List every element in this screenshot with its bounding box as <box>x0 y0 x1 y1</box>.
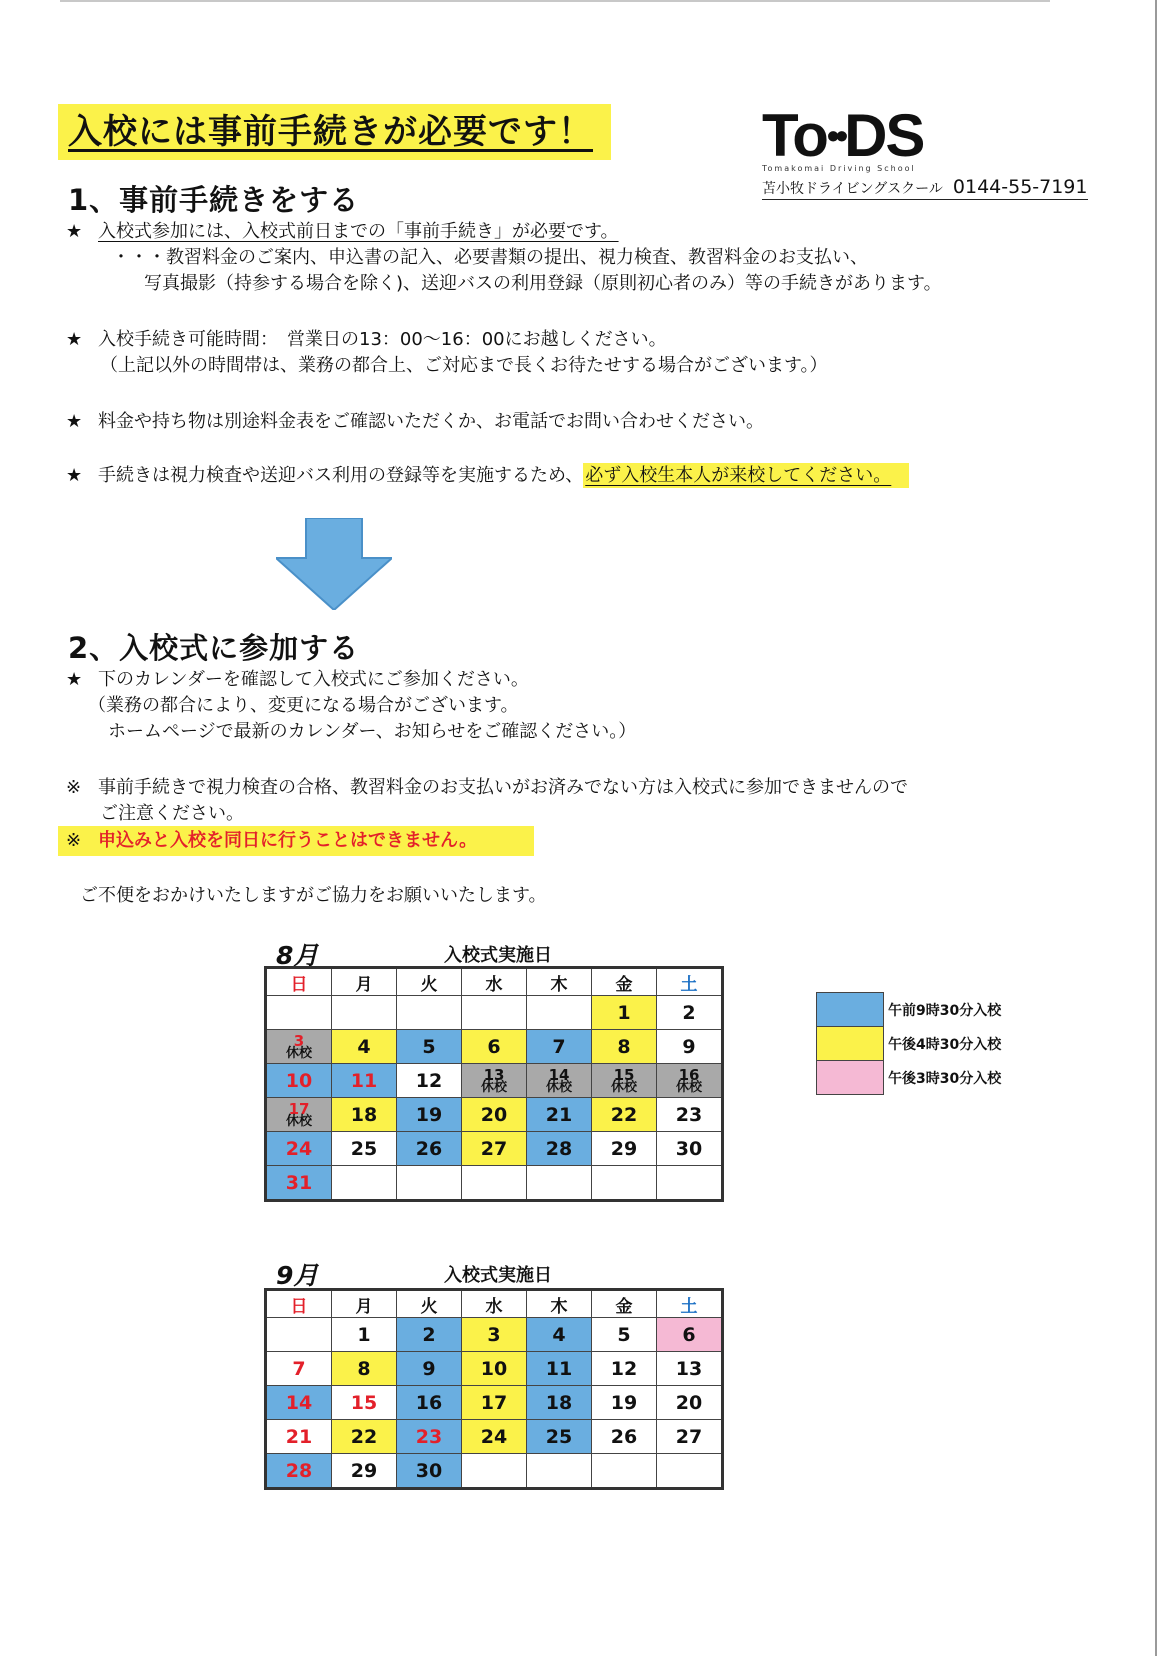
calendar-day-21 <box>527 1098 592 1132</box>
calendar-day-26 <box>397 1132 462 1166</box>
calendar-day-8 <box>592 1030 657 1064</box>
legend-swatch <box>817 1027 884 1061</box>
calendar-empty-cell <box>332 1166 397 1201</box>
calendar-day-29 <box>592 1132 657 1166</box>
calendar-day-9 <box>657 1030 723 1064</box>
day-number: 29 <box>610 1137 638 1160</box>
calendar-day-24 <box>462 1420 527 1454</box>
calendar-day-2 <box>657 996 723 1030</box>
calendar-empty-cell <box>527 1166 592 1201</box>
calendar-week-row <box>266 1166 723 1201</box>
calendar-day-3 <box>266 1030 332 1064</box>
calendar-week-row <box>266 1352 723 1386</box>
calendar-day-7 <box>266 1352 332 1386</box>
day-number: 15 <box>613 1065 635 1084</box>
calendar-aug-title: 入校式実施日 <box>444 945 552 966</box>
weekday-header: 月 <box>332 1290 397 1318</box>
calendar-empty-cell <box>527 996 592 1030</box>
calendar-day-30 <box>657 1132 723 1166</box>
calendar-day-13 <box>462 1064 527 1098</box>
calendar-day-8 <box>332 1352 397 1386</box>
calendar-day-6 <box>657 1318 723 1352</box>
section1-item-3 <box>66 410 764 434</box>
calendar-empty-cell <box>332 996 397 1030</box>
day-number: 11 <box>350 1069 378 1092</box>
calendar-empty-cell <box>657 1454 723 1489</box>
legend-label: 午後3時30分入校 <box>888 1070 1002 1087</box>
logo-dots: •• <box>826 115 845 156</box>
calendar-week-row <box>266 1454 723 1489</box>
section1-item-4 <box>66 464 909 488</box>
calendar-day-26 <box>592 1420 657 1454</box>
calendar-day-4 <box>527 1318 592 1352</box>
calendar-september <box>264 1288 724 1490</box>
day-number: 6 <box>682 1323 696 1346</box>
calendar-day-16 <box>397 1386 462 1420</box>
day-number: 20 <box>675 1391 703 1414</box>
scan-edge-top <box>60 0 1050 2</box>
calendar-empty-cell <box>266 1318 332 1352</box>
calendar-august <box>264 966 724 1202</box>
day-number: 29 <box>350 1459 378 1482</box>
section1-title: 1、事前手続きをする <box>68 183 360 217</box>
calendar-day-12 <box>397 1064 462 1098</box>
legend-label: 午前9時30分入校 <box>888 1002 1002 1019</box>
day-number: 22 <box>610 1103 638 1126</box>
calendar-day-16 <box>657 1064 723 1098</box>
calendar-day-28 <box>266 1454 332 1489</box>
calendar-empty-cell <box>397 1166 462 1201</box>
closed-label: 休校 <box>610 1079 637 1095</box>
legend <box>816 992 1002 1095</box>
day-number: 9 <box>682 1035 696 1058</box>
star-icon: ★ <box>66 329 83 350</box>
closed-label: 休校 <box>285 1113 312 1129</box>
calendar-day-23 <box>397 1420 462 1454</box>
day-number: 25 <box>545 1425 573 1448</box>
calendar-day-17 <box>266 1098 332 1132</box>
weekday-header: 金 <box>592 1290 657 1318</box>
day-number: 1 <box>617 1001 631 1024</box>
day-number: 5 <box>617 1323 631 1346</box>
weekday-header: 日 <box>266 968 332 996</box>
calendar-day-4 <box>332 1030 397 1064</box>
calendar-empty-cell <box>527 1454 592 1489</box>
weekday-header: 日 <box>266 1290 332 1318</box>
day-number: 13 <box>675 1357 703 1380</box>
day-number: 26 <box>415 1137 443 1160</box>
day-number: 27 <box>480 1137 508 1160</box>
note-mark: ※ <box>66 777 82 798</box>
day-number: 14 <box>548 1065 570 1084</box>
calendar-day-18 <box>527 1386 592 1420</box>
section2-line3: ホームページで最新のカレンダー、お知らせをご確認ください。） <box>108 721 637 742</box>
day-number: 28 <box>285 1459 313 1482</box>
day-number: 3 <box>293 1031 305 1050</box>
day-number: 21 <box>545 1103 573 1126</box>
section2-line2: （業務の都合により、変更になる場合がございます。 <box>88 695 519 716</box>
calendar-day-29 <box>332 1454 397 1489</box>
calendar-day-2 <box>397 1318 462 1352</box>
calendar-empty-cell <box>462 996 527 1030</box>
star-icon: ★ <box>66 221 83 242</box>
calendar-day-25 <box>332 1132 397 1166</box>
calendar-day-22 <box>592 1098 657 1132</box>
day-number: 8 <box>617 1035 631 1058</box>
day-number: 2 <box>682 1001 696 1024</box>
day-number: 18 <box>350 1103 378 1126</box>
item2-line2: （上記以外の時間帯は、業務の都合上、ご対応まで長くお待たせする場合がございます。） <box>100 355 828 376</box>
closed-label: 休校 <box>285 1045 312 1061</box>
school-name: 苫小牧ドライビングスクール <box>762 181 943 197</box>
day-number: 21 <box>285 1425 313 1448</box>
calendar-day-25 <box>527 1420 592 1454</box>
calendar-empty-cell <box>397 996 462 1030</box>
school-phone: 0144-55-7191 <box>952 176 1088 198</box>
weekday-header: 木 <box>527 968 592 996</box>
calendar-week-row <box>266 1132 723 1166</box>
item1-line3: 写真撮影（持参する場合を除く)、送迎バスの利用登録（原則初心者のみ）等の手続きがあります。 <box>144 273 942 294</box>
calendar-day-5 <box>397 1030 462 1064</box>
calendar-empty-cell <box>462 1454 527 1489</box>
section2-title: 2、入校式に参加する <box>68 631 360 665</box>
item2-line1: 入校手続き可能時間： 営業日の13：00～16：00にお越しください。 <box>98 329 667 350</box>
day-number: 12 <box>610 1357 638 1380</box>
section2-note <box>66 776 908 800</box>
down-arrow-icon <box>276 518 392 610</box>
day-number: 25 <box>350 1137 378 1160</box>
day-number: 4 <box>552 1323 566 1346</box>
calendar-day-23 <box>657 1098 723 1132</box>
weekday-header: 土 <box>657 1290 723 1318</box>
calendar-day-13 <box>657 1352 723 1386</box>
calendar-day-15 <box>592 1064 657 1098</box>
page-headline: 入校には事前手続きが必要です！ <box>58 104 611 160</box>
day-number: 10 <box>480 1357 508 1380</box>
day-number: 16 <box>415 1391 443 1414</box>
calendar-day-5 <box>592 1318 657 1352</box>
day-number: 15 <box>350 1391 378 1414</box>
day-number: 31 <box>285 1171 313 1194</box>
calendar-day-19 <box>592 1386 657 1420</box>
day-number: 23 <box>415 1425 443 1448</box>
calendar-empty-cell <box>462 1166 527 1201</box>
calendar-week-row <box>266 1030 723 1064</box>
calendar-sep-month: 9月 <box>276 1261 319 1290</box>
day-number: 27 <box>675 1425 703 1448</box>
item4-highlight: 必ず入校生本人が来校してください。 <box>583 463 909 488</box>
weekday-header: 火 <box>397 968 462 996</box>
calendar-aug-month: 8月 <box>276 941 319 970</box>
calendar-day-3 <box>462 1318 527 1352</box>
legend-swatch <box>817 993 884 1027</box>
day-number: 24 <box>480 1425 508 1448</box>
section1-item-2 <box>66 328 667 352</box>
day-number: 16 <box>678 1065 700 1084</box>
closing-text: ご不便をおかけいたしますがご協力をお願いいたします。 <box>80 885 547 906</box>
weekday-header: 月 <box>332 968 397 996</box>
note-line2: ご注意ください。 <box>100 803 244 824</box>
calendar-day-9 <box>397 1352 462 1386</box>
item1-line2: ・・・教習料金のご案内、申込書の記入、必要書類の提出、視力検査、教習料金のお支払い、 <box>112 247 868 268</box>
day-number: 13 <box>483 1065 505 1084</box>
legend-item <box>817 1061 1002 1095</box>
calendar-day-22 <box>332 1420 397 1454</box>
day-number: 11 <box>545 1357 573 1380</box>
calendar-empty-cell <box>592 1454 657 1489</box>
day-number: 4 <box>357 1035 371 1058</box>
scan-edge-right <box>1155 0 1157 1656</box>
star-icon: ★ <box>66 411 83 432</box>
calendar-sep-title: 入校式実施日 <box>444 1265 552 1286</box>
calendar-empty-cell <box>657 1166 723 1201</box>
day-number: 1 <box>357 1323 371 1346</box>
section2-warning <box>66 829 477 853</box>
calendar-empty-cell <box>592 1166 657 1201</box>
logo-text-2: DS <box>844 102 924 169</box>
calendar-day-6 <box>462 1030 527 1064</box>
section1-item-1 <box>66 220 619 244</box>
calendar-day-20 <box>657 1386 723 1420</box>
weekday-header: 水 <box>462 968 527 996</box>
warning-mark: ※ <box>66 830 82 851</box>
item4-line1: 手続きは視力検査や送迎バス利用の登録等を実施するため、 <box>98 465 584 486</box>
weekday-header: 木 <box>527 1290 592 1318</box>
calendar-day-21 <box>266 1420 332 1454</box>
day-number: 19 <box>610 1391 638 1414</box>
calendar-day-20 <box>462 1098 527 1132</box>
day-number: 14 <box>285 1391 313 1414</box>
calendar-week-row <box>266 996 723 1030</box>
day-number: 12 <box>415 1069 443 1092</box>
calendar-day-28 <box>527 1132 592 1166</box>
day-number: 3 <box>487 1323 501 1346</box>
calendar-day-10 <box>462 1352 527 1386</box>
legend-swatch <box>817 1061 884 1095</box>
section2-intro <box>66 668 529 692</box>
calendar-day-11 <box>527 1352 592 1386</box>
calendar-day-19 <box>397 1098 462 1132</box>
note-line1: 事前手続きで視力検査の合格、教習料金のお支払いがお済みでない方は入校式に参加できませんので <box>98 777 908 798</box>
day-number: 28 <box>545 1137 573 1160</box>
calendar-day-7 <box>527 1030 592 1064</box>
calendar-day-31 <box>266 1166 332 1201</box>
calendar-day-15 <box>332 1386 397 1420</box>
legend-item <box>817 1027 1002 1061</box>
day-number: 17 <box>480 1391 508 1414</box>
closed-label: 休校 <box>545 1079 572 1095</box>
day-number: 24 <box>285 1137 313 1160</box>
calendar-week-row <box>266 1318 723 1352</box>
calendar-week-row <box>266 1420 723 1454</box>
calendar-day-14 <box>266 1386 332 1420</box>
calendar-day-12 <box>592 1352 657 1386</box>
closed-label: 休校 <box>480 1079 507 1095</box>
day-number: 8 <box>357 1357 371 1380</box>
legend-label: 午後4時30分入校 <box>888 1036 1002 1053</box>
calendar-day-1 <box>592 996 657 1030</box>
logo-text: To <box>762 102 827 169</box>
item3-line1: 料金や持ち物は別途料金表をご確認いただくか、お電話でお問い合わせください。 <box>98 411 764 432</box>
calendar-day-30 <box>397 1454 462 1489</box>
calendar-day-14 <box>527 1064 592 1098</box>
day-number: 7 <box>292 1357 306 1380</box>
star-icon: ★ <box>66 669 83 690</box>
weekday-header: 水 <box>462 1290 527 1318</box>
weekday-header: 金 <box>592 968 657 996</box>
weekday-header-row <box>266 1290 723 1318</box>
calendar-day-27 <box>657 1420 723 1454</box>
item1-line1: 入校式参加には、入校式前日までの「事前手続き」が必要です。 <box>98 221 619 242</box>
weekday-header: 土 <box>657 968 723 996</box>
day-number: 20 <box>480 1103 508 1126</box>
day-number: 22 <box>350 1425 378 1448</box>
closed-label: 休校 <box>675 1079 702 1095</box>
calendar-empty-cell <box>266 996 332 1030</box>
legend-item <box>817 993 1002 1027</box>
day-number: 18 <box>545 1391 573 1414</box>
day-number: 6 <box>487 1035 501 1058</box>
section2-line1: 下のカレンダーを確認して入校式にご参加ください。 <box>98 669 529 690</box>
day-number: 19 <box>415 1103 443 1126</box>
day-number: 7 <box>552 1035 566 1058</box>
weekday-header: 火 <box>397 1290 462 1318</box>
calendar-week-row <box>266 1386 723 1420</box>
calendar-week-row <box>266 1064 723 1098</box>
calendar-day-27 <box>462 1132 527 1166</box>
calendar-week-row <box>266 1098 723 1132</box>
calendar-day-10 <box>266 1064 332 1098</box>
day-number: 26 <box>610 1425 638 1448</box>
warning-text: 申込みと入校を同日に行うことはできません。 <box>98 830 478 851</box>
day-number: 5 <box>422 1035 436 1058</box>
day-number: 9 <box>422 1357 436 1380</box>
calendar-day-1 <box>332 1318 397 1352</box>
day-number: 2 <box>422 1323 436 1346</box>
school-contact <box>762 176 1088 200</box>
star-icon: ★ <box>66 465 83 486</box>
day-number: 30 <box>675 1137 703 1160</box>
day-number: 17 <box>288 1099 310 1118</box>
calendar-day-11 <box>332 1064 397 1098</box>
day-number: 30 <box>415 1459 443 1482</box>
day-number: 23 <box>675 1103 703 1126</box>
day-number: 10 <box>285 1069 313 1092</box>
weekday-header-row <box>266 968 723 996</box>
logo-subtitle: Tomakomai Driving School <box>762 164 916 173</box>
calendar-day-18 <box>332 1098 397 1132</box>
calendar-day-17 <box>462 1386 527 1420</box>
calendar-day-24 <box>266 1132 332 1166</box>
